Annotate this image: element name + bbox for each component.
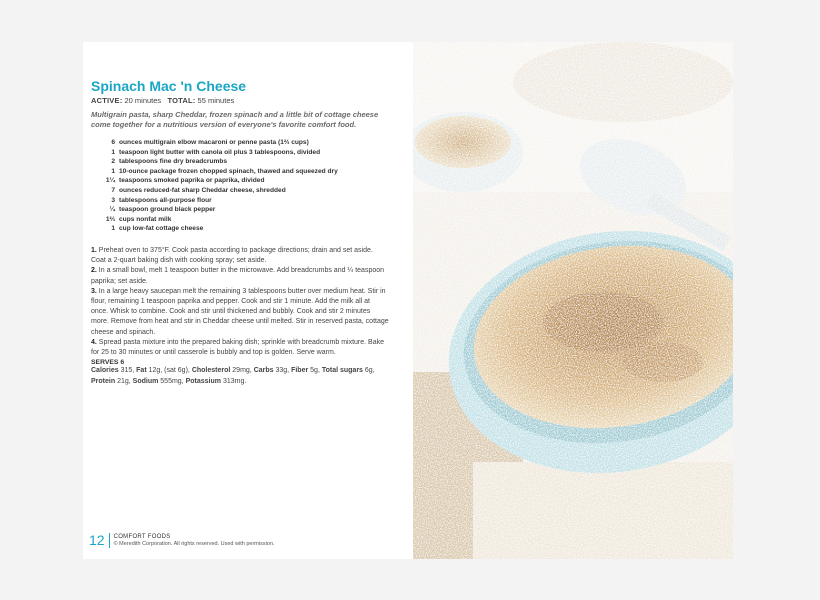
total-value: 55 minutes (197, 96, 235, 105)
nutrition-value: 33g, (275, 367, 290, 375)
nutrition-label: Protein (91, 377, 116, 385)
ingredient-text: ounces multigrain elbow macaroni or penne pasta (1⅔ cups) (119, 139, 309, 146)
recipe-title: Spinach Mac 'n Cheese (91, 78, 247, 94)
ingredient-qty: 1⅔ (105, 215, 115, 223)
section-name: COMFORT FOODS (113, 533, 171, 540)
nutrition-label: Sodium (132, 377, 159, 385)
ingredient-qty: 1¼ (105, 177, 115, 185)
ingredient-item (91, 186, 389, 196)
ingredient-qty: ¼ (109, 206, 115, 214)
ingredient-item (91, 205, 389, 215)
nutrition-value: 12g, (sat 6g), (148, 367, 190, 375)
nutrition-value: 555mg, (160, 377, 184, 385)
nutrition-value: 5g, (310, 367, 320, 375)
total-label: TOTAL: (167, 96, 196, 105)
nutrition-label: Fiber (291, 367, 309, 375)
ingredient-item (91, 138, 389, 148)
step-text: Spread pasta mixture into the prepared baking dish; sprinkle with breadcrumb mixture. Bake for 25 to 30 minutes or until casserole is bubbly and top is golden. Serve warm. (91, 338, 384, 356)
recipe-intro: Multigrain pasta, sharp Cheddar, frozen spinach and a little bit of cottage cheese come together for a nutritious version of everyone's favorite comfort food. (91, 110, 379, 129)
ingredient-text: cup low-fat cottage cheese (119, 225, 204, 233)
mac-and-cheese-photo (413, 42, 733, 559)
step-text: Preheat oven to 375°F. Cook pasta according to package directions; drain and set aside. Coat a 2-quart baking dish with cooking spray; set aside. (91, 246, 373, 265)
nutrition-value: 6g, (364, 367, 375, 375)
ingredient-qty: 1 (111, 225, 115, 233)
step-item (91, 266, 389, 286)
ingredient-text: tablespoons all-purpose flour (119, 196, 212, 204)
ingredient-text: cups nonfat milk (119, 215, 172, 223)
serves-label: SERVES 6 (91, 359, 125, 367)
nutrition-label: Calories (91, 367, 119, 375)
ingredient-text: tablespoons fine dry breadcrumbs (119, 158, 228, 166)
ingredient-item (91, 224, 389, 234)
photo-content (413, 42, 733, 559)
cookbook-page (83, 42, 733, 559)
ingredient-text: ounces reduced-fat sharp Cheddar cheese, shredded (119, 186, 286, 194)
nutrition-info (91, 366, 389, 387)
ingredient-qty: 3 (111, 196, 115, 204)
recipe-steps (91, 246, 389, 358)
recipe-column (91, 78, 389, 387)
step-item (91, 287, 389, 338)
copyright: © Meredith Corporation. All rights reserved. Used with permission. (113, 540, 275, 547)
ingredient-text: teaspoon light butter with canola oil plus 3 tablespoons, divided (119, 148, 321, 156)
step-number: 4. (91, 338, 97, 346)
nutrition-label: Fat (136, 367, 147, 375)
ingredient-item (91, 148, 389, 158)
nutrition-value: 313mg. (222, 377, 247, 385)
nutrition-label: Total sugars (321, 367, 363, 375)
ingredient-item (91, 196, 389, 206)
step-item (91, 246, 389, 266)
footer-text (114, 534, 275, 548)
recipe-times (91, 96, 389, 105)
ingredient-item (91, 167, 389, 177)
nutrition-value: 315, (120, 367, 135, 375)
active-value: 20 minutes (124, 96, 162, 105)
ingredient-qty: 1 (111, 148, 115, 156)
step-number: 2. (91, 267, 97, 275)
active-label: ACTIVE: (91, 96, 123, 105)
step-text: In a small bowl, melt 1 teaspoon butter in the microwave. Add breadcrumbs and ¼ teaspoon paprika; set aside. (91, 267, 385, 285)
ingredient-text: 10-ounce package frozen chopped spinach, thawed and squeezed dry (119, 167, 338, 175)
ingredient-qty: 2 (111, 158, 115, 166)
ingredient-item (91, 215, 389, 225)
ingredient-qty: 6 (111, 139, 115, 146)
step-text: In a large heavy saucepan melt the remaining 3 tablespoons butter over medium heat. Stir in flour, remaining 1 teaspoon paprika and pepper. Cook and stir 1 minute. Add the milk all at once. Whisk to combine. Cook and stir until thickened and bubbly. Cook and stir 2 minutes more. Remove from heat and stir in Cheddar cheese until melted. Stir in reserved pasta, cottage cheese and spinach. (91, 287, 389, 336)
ingredient-item (91, 176, 389, 186)
nutrition-label: Potassium (185, 377, 221, 385)
ingredient-text: teaspoons smoked paprika or paprika, divided (119, 177, 265, 185)
ingredient-list (91, 138, 389, 234)
step-item (91, 338, 389, 358)
page-footer (89, 533, 274, 548)
ingredient-text: teaspoon ground black pepper (119, 206, 216, 214)
ingredient-item (91, 157, 389, 167)
step-number: 3. (91, 287, 97, 295)
nutrition-value: 21g, (117, 377, 131, 385)
nutrition-value: 29mg, (232, 367, 252, 375)
nutrition-label: Carbs (253, 367, 274, 375)
ingredient-qty: 1 (111, 167, 115, 175)
step-number: 1. (91, 246, 97, 254)
page-number: 12 (89, 533, 110, 548)
ingredient-qty: 7 (111, 186, 115, 194)
nutrition-label: Cholesterol (191, 367, 231, 375)
